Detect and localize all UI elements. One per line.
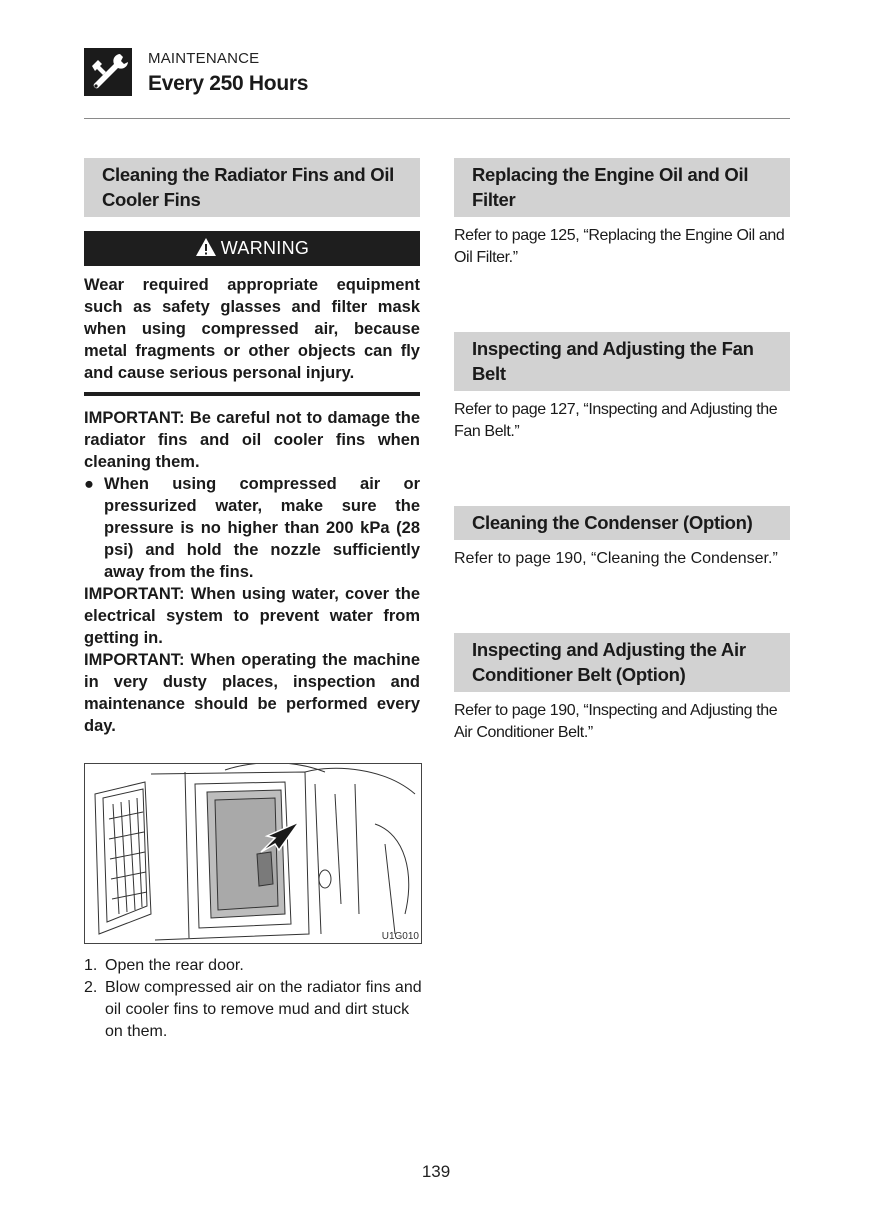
warning-label: WARNING [220, 238, 310, 258]
important-note-dusty: IMPORTANT: When operating the machine in very dusty places, inspection and maintenance should be performed every day. [84, 651, 420, 735]
step-number: 2. [84, 979, 98, 996]
section-heading-condenser: Cleaning the Condenser (Option) [454, 506, 790, 540]
header-section-label: MAINTENANCE [148, 50, 260, 67]
step-number: 1. [84, 957, 98, 974]
list-item [84, 977, 422, 1043]
radiator-illustration [84, 763, 422, 944]
warning-banner [84, 231, 420, 266]
bullet-text: When using compressed air or pressurized water, make sure the pressure is no higher than 200 kPa (28 psi) and hold the nozzle sufficiently away from the fins. [104, 475, 420, 581]
section-heading-radiator: Cleaning the Radiator Fins and Oil Cooler Fins [84, 158, 420, 217]
warning-text: Wear required appropriate equipment such as safety glasses and filter mask when using compressed air, because metal fragments or other objects can fly and cause serious personal injury. [84, 276, 420, 382]
section-heading-fan-belt: Inspecting and Adjusting the Fan Belt [454, 332, 790, 391]
important-note-water: IMPORTANT: When using water, cover the electrical system to prevent water from getting in. [84, 585, 420, 647]
right-column [454, 158, 790, 744]
important-note-damage: IMPORTANT: Be careful not to damage the radiator fins and oil cooler fins when cleaning them. [84, 409, 420, 471]
page-header [84, 46, 790, 120]
page-reference: Refer to page 127, “Inspecting and Adjusting the Fan Belt.” [454, 401, 778, 440]
section-heading-ac-belt: Inspecting and Adjusting the Air Conditioner Belt (Option) [454, 633, 790, 692]
figure-code: U1G010 [381, 931, 419, 942]
section-condenser [454, 506, 790, 570]
section-heading-engine-oil: Replacing the Engine Oil and Oil Filter [454, 158, 790, 217]
left-column [84, 158, 420, 737]
page-reference: Refer to page 190, “Inspecting and Adjusting the Air Conditioner Belt.” [454, 702, 778, 741]
section-engine-oil [454, 158, 790, 269]
bullet-dot: ● [84, 475, 94, 493]
bullet-pressure [84, 473, 420, 583]
page-reference: Refer to page 190, “Cleaning the Condenser.” [454, 550, 778, 567]
step-text: Blow compressed air on the radiator fins and oil cooler fins to remove mud and dirt stuck on them. [105, 979, 422, 1040]
wrench-icon [84, 48, 132, 96]
procedure-steps [84, 955, 422, 1043]
section-fan-belt [454, 332, 790, 443]
page-number: 139 [421, 1162, 451, 1181]
section-ac-belt [454, 633, 790, 744]
step-text: Open the rear door. [105, 957, 244, 974]
list-item [84, 955, 422, 977]
warning-end-rule [84, 392, 420, 396]
page-reference: Refer to page 125, “Replacing the Engine Oil and Oil Filter.” [454, 227, 785, 266]
header-divider [84, 118, 790, 119]
warning-triangle-icon [195, 237, 217, 257]
header-title: Every 250 Hours [148, 72, 309, 95]
